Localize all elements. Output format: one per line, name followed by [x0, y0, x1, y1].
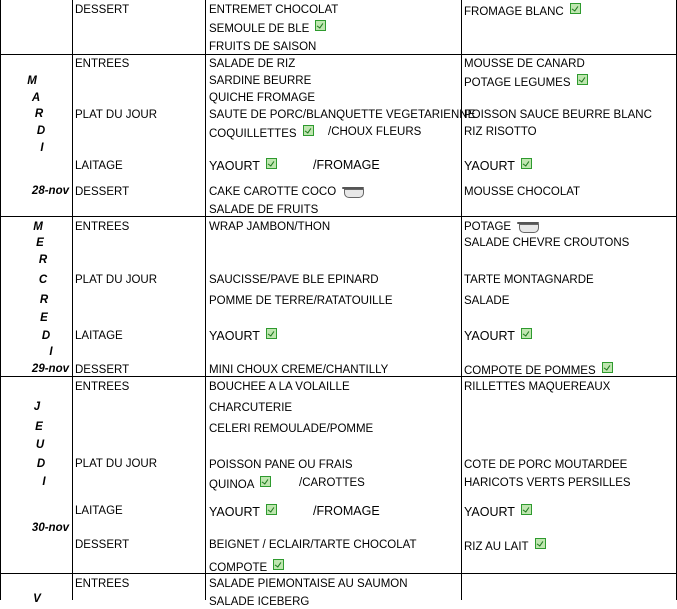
- day-letter: U: [35, 439, 45, 451]
- organic-label-icon: [266, 504, 277, 515]
- organic-label-icon: [521, 158, 532, 169]
- grid-line: [205, 0, 206, 600]
- day-letter: R: [39, 294, 49, 306]
- organic-label-icon: [570, 3, 581, 14]
- organic-label-icon: [521, 328, 532, 339]
- menu-item: COMPOTE: [209, 559, 284, 575]
- menu-item: SALADE: [464, 295, 510, 307]
- menu-item: SALADE DE RIZ: [209, 58, 296, 70]
- menu-item: POISSON PANE OU FRAIS: [209, 459, 353, 471]
- day-letter: E: [36, 237, 44, 249]
- menu-item: MOUSSE DE CANARD: [464, 58, 585, 70]
- menu-item: TARTE MONTAGNARDE: [464, 274, 594, 286]
- organic-label-icon: [521, 504, 532, 515]
- menu-item: POISSON SAUCE BEURRE BLANC: [464, 109, 652, 121]
- menu-item: YAOURT: [209, 158, 277, 173]
- organic-label-icon: [266, 328, 277, 339]
- menu-item: BOUCHEE A LA VOLAILLE: [209, 381, 350, 393]
- organic-label-icon: [535, 538, 546, 549]
- menu-item: POMME DE TERRE/RATATOUILLE: [209, 295, 393, 307]
- menu-item: COMPOTE DE POMMES: [464, 362, 613, 378]
- row-label-entrees: ENTREES: [75, 221, 130, 233]
- day-letter: V: [33, 593, 41, 605]
- menu-item: /CHOUX FLEURS: [328, 126, 422, 138]
- day-letter: C: [38, 274, 48, 286]
- menu-item: CAKE CAROTTE COCO: [209, 185, 364, 199]
- menu-item: MOUSSE CHOCOLAT: [464, 186, 581, 198]
- menu-item: FROMAGE BLANC: [464, 3, 581, 19]
- menu-item: COTE DE PORC MOUTARDEE: [464, 459, 628, 471]
- row-label-entrees: ENTREES: [75, 578, 130, 590]
- menu-item: QUINOA: [209, 476, 271, 492]
- day-letter: I: [42, 476, 46, 488]
- day-letter: R: [38, 254, 48, 266]
- day-letter: D: [36, 458, 46, 470]
- day-letter: A: [31, 92, 41, 104]
- row-label-laitage: LAITAGE: [75, 160, 123, 172]
- menu-item: FRUITS DE SAISON: [209, 41, 317, 53]
- menu-item: COQUILLETTES: [209, 125, 314, 141]
- day-date: 29-nov: [31, 363, 69, 375]
- row-label-dessert: DESSERT: [75, 186, 130, 198]
- menu-item: POTAGE: [464, 220, 539, 234]
- day-letter: M: [33, 221, 43, 233]
- day-letter: D: [41, 330, 51, 342]
- menu-item: QUICHE FROMAGE: [209, 92, 316, 104]
- cooking-pot-icon: [517, 221, 539, 232]
- day-letter: R: [34, 108, 44, 120]
- day-letter: I: [49, 346, 53, 358]
- row-label-plat: PLAT DU JOUR: [75, 109, 158, 121]
- row-label-plat: PLAT DU JOUR: [75, 458, 158, 470]
- menu-item: /FROMAGE: [313, 158, 380, 172]
- day-letter: E: [40, 312, 48, 324]
- menu-item: CHARCUTERIE: [209, 402, 293, 414]
- menu-item: RIZ RISOTTO: [464, 126, 537, 138]
- menu-item: CELERI REMOULADE/POMME: [209, 423, 374, 435]
- day-date: 30-nov: [31, 522, 69, 534]
- menu-item: WRAP JAMBON/THON: [209, 221, 331, 233]
- menu-item: /FROMAGE: [313, 504, 380, 518]
- menu-item: SALADE ICEBERG: [209, 596, 310, 608]
- day-date: 28-nov: [31, 185, 69, 197]
- day-letter: D: [36, 125, 46, 137]
- organic-label-icon: [577, 74, 588, 85]
- organic-label-icon: [260, 476, 271, 487]
- organic-label-icon: [266, 158, 277, 169]
- menu-item: SAUCISSE/PAVE BLE EPINARD: [209, 274, 379, 286]
- menu-item: SALADE PIEMONTAISE AU SAUMON: [209, 578, 408, 590]
- organic-label-icon: [315, 20, 326, 31]
- menu-item: SAUTE DE PORC/BLANQUETTE VEGETARIENNE: [209, 109, 476, 121]
- row-label-plat: PLAT DU JOUR: [75, 274, 158, 286]
- grid-line: [0, 54, 677, 55]
- day-letter: J: [33, 401, 41, 413]
- organic-label-icon: [303, 125, 314, 136]
- grid-line: [461, 0, 462, 600]
- day-letter: E: [35, 421, 43, 433]
- row-label-entrees: ENTREES: [75, 381, 130, 393]
- menu-item: YAOURT: [209, 328, 277, 343]
- organic-label-icon: [602, 362, 613, 373]
- menu-item: SALADE CHEVRE CROUTONS: [464, 237, 630, 249]
- row-label-laitage: LAITAGE: [75, 330, 123, 342]
- menu-item: RILLETTES MAQUEREAUX: [464, 381, 611, 393]
- row-label-dessert: DESSERT: [75, 539, 130, 551]
- grid-line: [0, 0, 1, 600]
- row-label-entrees: ENTREES: [75, 58, 130, 70]
- menu-item: /CAROTTES: [299, 477, 365, 489]
- menu-item: SEMOULE DE BLE: [209, 20, 326, 36]
- organic-label-icon: [273, 559, 284, 570]
- row-label-dessert: DESSERT: [75, 4, 130, 16]
- menu-item: POTAGE LEGUMES: [464, 74, 588, 90]
- grid-line: [72, 0, 73, 600]
- menu-item: MINI CHOUX CREME/CHANTILLY: [209, 364, 389, 376]
- menu-item: ENTREMET CHOCOLAT: [209, 4, 339, 16]
- menu-item: SALADE DE FRUITS: [209, 204, 319, 216]
- menu-item: BEIGNET / ECLAIR/TARTE CHOCOLAT: [209, 539, 417, 551]
- menu-item: YAOURT: [464, 328, 532, 343]
- menu-item: SARDINE BEURRE: [209, 75, 312, 87]
- menu-item: YAOURT: [464, 158, 532, 173]
- cooking-pot-icon: [342, 186, 364, 197]
- grid-line: [0, 573, 677, 574]
- menu-item: YAOURT: [464, 504, 532, 519]
- grid-line: [0, 216, 677, 217]
- menu-item: RIZ AU LAIT: [464, 538, 546, 554]
- row-label-dessert: DESSERT: [75, 364, 130, 376]
- row-label-laitage: LAITAGE: [75, 505, 123, 517]
- menu-item: HARICOTS VERTS PERSILLES: [464, 477, 631, 489]
- menu-item: YAOURT: [209, 504, 277, 519]
- day-letter: I: [40, 142, 44, 154]
- day-letter: M: [27, 75, 37, 87]
